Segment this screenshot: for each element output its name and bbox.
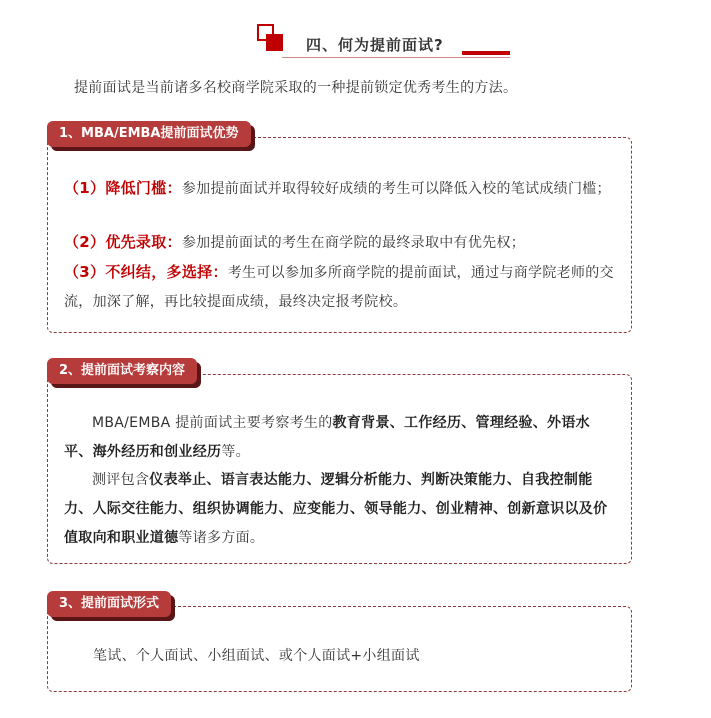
intro-paragraph: 提前面试是当前诸多名校商学院采取的一种提前锁定优秀考生的方法。 — [74, 80, 518, 96]
section3-tag: 3、提前面试形式 — [47, 591, 171, 617]
bold-text: 仪表举止、语言表达能力、逻辑分析能力、判断决策能力、自我控制能力、人际交往能力、组织协调能力、应变能力、领导能力、创业精神、创新意识以及价值取向和职业道德 — [64, 472, 608, 546]
item-label: （3）不纠结，多选择： — [64, 263, 228, 281]
text: 等。 — [221, 444, 250, 460]
item-text: 参加提前面试的考生在商学院的最终录取中有优先权； — [181, 235, 526, 251]
section1-item-1 — [64, 174, 620, 204]
bold-text: 教育背景、工作经历、管理经验、外语水平、海外经历和创业经历 — [64, 415, 590, 460]
section1-item-3 — [64, 258, 620, 317]
section2-paragraph-2 — [64, 466, 612, 553]
section2-tag: 2、提前面试考察内容 — [47, 358, 197, 384]
section3-text: 笔试、个人面试、小组面试、或个人面试+小组面试 — [93, 648, 420, 664]
section-heading: 四、何为提前面试? — [306, 36, 444, 54]
section2-paragraph-1 — [64, 409, 612, 467]
section1-item-2 — [64, 228, 620, 258]
section1-tag: 1、MBA/EMBA提前面试优势 — [47, 121, 251, 147]
item-text: 考生可以参加多所商学院的提前面试，通过与商学院老师的交流，加深了解，再比较提面成绩，最终决定报考院校。 — [64, 265, 614, 310]
text: MBA/EMBA 提前面试主要考察考生的 — [92, 415, 333, 431]
text: 测评包含 — [92, 472, 150, 488]
header-decoration-icon — [257, 24, 289, 54]
item-label: （1）降低门槛： — [64, 179, 182, 197]
text: 等诸多方面。 — [178, 530, 265, 546]
item-label: （2）优先录取： — [64, 233, 182, 251]
heading-underline-accent — [462, 51, 510, 55]
item-text: 参加提前面试并取得较好成绩的考生可以降低入校的笔试成绩门槛； — [181, 181, 611, 197]
heading-underline — [282, 57, 510, 58]
